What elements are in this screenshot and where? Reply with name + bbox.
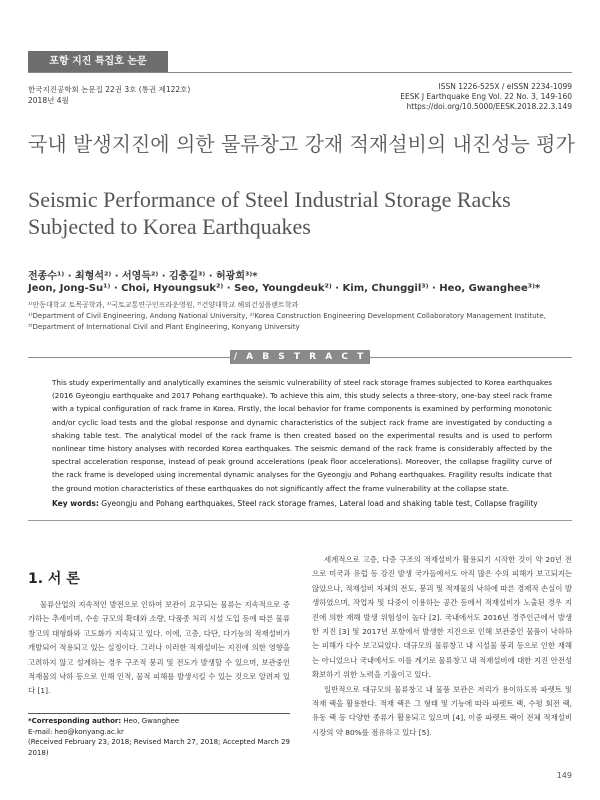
author-email[interactable]: E-mail: heo@konyang.ac.kr — [28, 727, 124, 736]
authors-english: Jeon, Jong-Su¹⁾ · Choi, Hyoungsuk²⁾ · Seo, Youngdeuk²⁾ · Kim, Chunggil³⁾ · Heo, Gwanghee³⁾* — [28, 283, 541, 294]
abstract-text: This study experimentally and analytically examines the seismic vulnerability of steel rack storage frames subjected to Korea earthquakes (2016 Gyeongju earthquake and 2017 Pohang earthquake). To achieve this aim, this study selects a three-story, one-bay steel rack frame with a typical configuration of rack frame in Korea. Firstly, the local behavior for frame components is examined by performing monotonic and/or cyclic load tests and the global response and dynamic characteristics of the subject rack frame are investigated by conducting a shaking table test. The analytical model of the rack frame is then created based on the experimental results and is used to perform nonlinear time history analyses with recorded Korea earthquakes. The seismic demand of the rack frame is considerably affected by the spectral acceleration response, instead of peak ground accelerations (peak floor accelerations). Moreover, the collapse fragility curve of the rack frame is developed using incremental dynamic analyses for the Gyeongju and Pohang earthquakes. Fragility results indicate that the ground motion characteristics of these earthquakes do not significantly affect the frame vulnerability at the collapse state. — [52, 378, 552, 493]
footnote-rule — [28, 713, 290, 714]
title-korean: 국내 발생지진에 의한 물류창고 강재 적재설비의 내진성능 평가 — [28, 132, 575, 156]
journal-info-en — [400, 82, 572, 112]
page-number: 149 — [556, 771, 572, 780]
title-english: Seismic Performance of Steel Industrial Storage Racks Subjected to Korea Earthquakes — [28, 187, 511, 239]
corresponding-name: Heo, Gwanghee — [123, 717, 180, 725]
corresponding-author — [28, 716, 290, 727]
special-issue-badge: 포항 지진 특집호 논문 — [28, 51, 168, 72]
abstract-banner: / A B S T R A C T / — [230, 350, 370, 364]
doi-link[interactable]: https://doi.org/10.5000/EESK.2018.22.3.149 — [406, 102, 572, 111]
issn: ISSN 1226-525X / eISSN 2234-1099 — [438, 82, 572, 91]
header-rule — [28, 72, 572, 73]
journal-volume-en: EESK J Earthquake Eng Vol. 22 No. 3, 149-160 — [400, 92, 572, 101]
section-heading-introduction: 1. 서 론 — [28, 571, 80, 587]
keywords-list: Gyeongju and Pohang earthquakes, Steel rack storage frames, Lateral load and shaking table test, Collapse fragility — [101, 499, 538, 508]
right-column — [312, 553, 572, 740]
right-paragraph-1: 세계적으로 고층, 다층 구조의 적재설비가 활용되기 시작한 것이 약 20년 전으로 미국과 유럽 등 강진 발생 국가들에서도 아직 많은 수의 피해가 보고되지는 않았으나, 적재설비 자체의 전도, 붕괴 및 적재물의 낙하에 따른 경제적 손실이 발생하였으며, 작업자 및 다중이 이용하는 공간 등에서 적재설비가 노출된 경우 지진에 의한 재해 발생 위험성이 높다 [2]. 국내에서도 2016년 경주인근에서 발생한 지진 [3] 및 2017년 포항에서 발생한 지진으로 인해 보관중인 물품이 낙하하는 피해가 다수 보고되었다. 대규모의 물류창고 내 시설물 붕괴 등으로 인한 재해는 아니었으나 국내에서도 이를 계기로 물류창고 내 적재설비에 대한 지진 안전성 확보하기 위한 노력을 기울이고 있다. — [312, 555, 572, 680]
abstract-bottom-rule — [28, 520, 572, 521]
keywords-label: Key words: — [52, 499, 99, 508]
journal-info-ko — [28, 84, 190, 106]
journal-volume-ko: 한국지진공학회 논문집 22권 3호 (통권 제122호) — [28, 85, 191, 94]
left-column — [28, 598, 290, 699]
left-paragraph: 물류산업의 지속적인 발전으로 인하여 보관이 요구되는 물류는 지속적으로 증가하는 추세이며, 수송 규모의 확대와 소량, 다품종 처리 시설 도입 등에 따른 물류 창고의 대형화와 고도화가 지속되고 있다. 이에, 고층, 다단, 다기능의 적재설비가 개발되어 적용되고 있는 실정이다. 그러나 이러한 적재설비는 지진에 의한 영향을 고려하지 않고 설계하는 경우 구조적 붕괴 및 전도가 발생할 수 있으며, 보관중인 적재물의 낙하 등으로 인해 인적, 물적 피해를 발생시킬 수 있는 것으로 알려져 있다 [1]. — [28, 600, 290, 696]
affiliation-en-2: ³⁾Department of International Civil and Plant Engineering, Konyang University — [28, 323, 300, 331]
keywords — [52, 499, 572, 508]
received-dates: (Received February 23, 2018; Revised March 27, 2018; Accepted March 29 2018) — [28, 738, 290, 757]
right-paragraph-2: 일반적으로 대규모의 물류창고 내 물품 보관은 저리가 용이하도록 파렛트 및 적재 랙을 활용한다. 적재 랙은 그 형태 및 기능에 따라 파렛트 랙, 수평 회전 랙, 유동 랙 등 다양한 종류가 활용되고 있으며 [4], 이중 파렛트 랙이 전체 적재설비 시장의 약 80%를 점유하고 있다 [5]. — [312, 684, 572, 737]
affiliation-ko: ¹⁾안동대학교 토목공학과, ²⁾국토교통연구인프라운영원, ³⁾건양대학교 해외건설플랜트학과 — [28, 301, 299, 309]
corresponding-label: *Corresponding author: — [28, 717, 122, 725]
journal-date-ko: 2018년 4월 — [28, 96, 69, 105]
affiliation-en-1: ¹⁾Department of Civil Engineering, Andong National University, ²⁾Korea Construction Engineering Development Collaboratory Management Institute, — [28, 312, 546, 320]
footnote — [28, 716, 290, 758]
authors-korean: 전종수¹⁾ · 최형석²⁾ · 서영득²⁾ · 김충길³⁾ · 허광희³⁾* — [28, 271, 258, 282]
